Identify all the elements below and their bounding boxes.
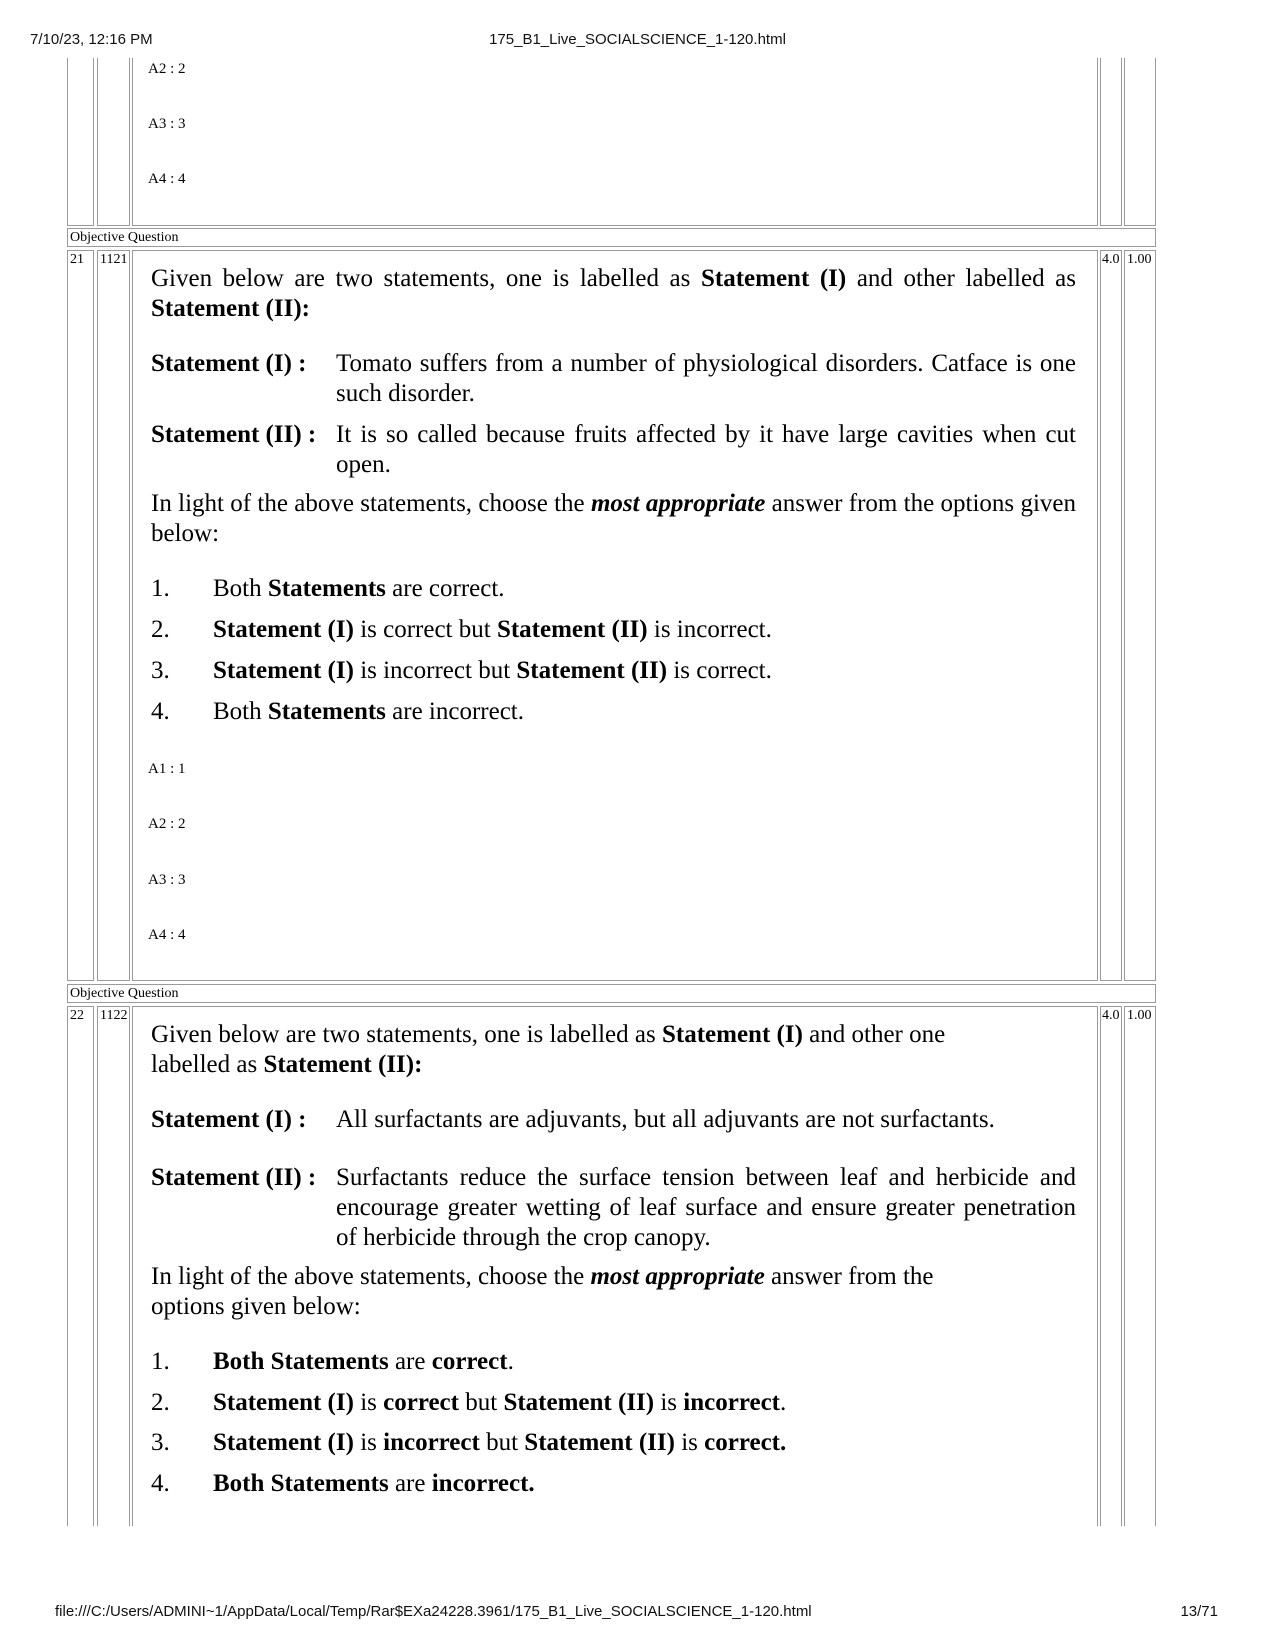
prev-answer-4: A4 : 4	[148, 171, 186, 187]
prev-negative-cell	[1124, 58, 1156, 226]
print-datetime: 7/10/23, 12:16 PM	[30, 31, 153, 48]
q21-answer-1: A1 : 1	[148, 761, 186, 777]
q21-type-label: Objective Question	[70, 230, 179, 245]
q22-question-id: 1122	[100, 1008, 128, 1023]
q21-answer-3: A3 : 3	[148, 872, 186, 888]
q22-marks: 4.0	[1102, 1008, 1120, 1023]
print-document-title: 175_B1_Live_SOCIALSCIENCE_1-120.html	[489, 31, 786, 48]
q22-sr-no: 22	[70, 1008, 84, 1023]
q21-intro: Given below are two statements, one is labelled as Statement (I) and other labelled as Statement (II):	[151, 265, 1076, 322]
print-header	[0, 31, 1275, 51]
q22-statement-2-text: Surfactants reduce the surface tension between leaf and herbicide and encourage greater wetting of leaf surface and ensure greater penetration of herbicide through the crop canopy.	[336, 1164, 1076, 1251]
q21-negative-marks: 1.00	[1127, 252, 1152, 267]
q21-question-id: 1121	[100, 252, 128, 267]
q21-instruction: In light of the above statements, choose the most appropriate answer from the options given below:	[151, 490, 1076, 547]
q21-type-row	[67, 228, 1156, 247]
q21-negative-cell	[1124, 250, 1156, 981]
q21-marks: 4.0	[1102, 252, 1120, 267]
q22-type-label: Objective Question	[70, 986, 179, 1001]
q21-statement-2-label: Statement (II) :	[151, 421, 317, 448]
print-file-url: file:///C:/Users/ADMINI~1/AppData/Local/Temp/Rar$EXa24228.3961/175_B1_Live_SOCIALSCIENCE_1-120.html	[55, 1603, 812, 1620]
prev-sr-cell	[67, 58, 94, 226]
q21-id-cell	[97, 250, 130, 981]
q21-answer-2: A2 : 2	[148, 816, 186, 832]
prev-answer-3: A3 : 3	[148, 116, 186, 132]
q22-id-cell	[97, 1006, 130, 1526]
q22-sr-cell	[67, 1006, 94, 1526]
q22-marks-cell	[1100, 1006, 1122, 1526]
q22-intro: Given below are two statements, one is labelled as Statement (I) and other one labelled as Statement (II):	[151, 1021, 946, 1078]
q22-type-row	[67, 984, 1156, 1003]
q22-instruction: In light of the above statements, choose the most appropriate answer from the options given below:	[151, 1263, 934, 1320]
q22-statement-1-label: Statement (I) :	[151, 1106, 307, 1133]
q22-negative-cell	[1124, 1006, 1156, 1526]
q21-statement-1-text: Tomato suffers from a number of physiological disorders. Catface is one such disorder.	[336, 350, 1076, 407]
print-page-number: 13/71	[1180, 1603, 1218, 1620]
q21-marks-cell	[1100, 250, 1122, 981]
q21-sr-cell	[67, 250, 94, 981]
prev-content-cell	[132, 58, 1098, 226]
q21-statement-1-label: Statement (I) :	[151, 350, 307, 377]
q22-statement-2-label: Statement (II) :	[151, 1164, 317, 1191]
prev-answer-2: A2 : 2	[148, 61, 186, 77]
q22-negative-marks: 1.00	[1127, 1008, 1152, 1023]
print-footer	[0, 1603, 1275, 1623]
q21-statement-2-text: It is so called because fruits affected by it have large cavities when cut open.	[336, 421, 1076, 478]
q22-statement-1-text: All surfactants are adjuvants, but all adjuvants are not surfactants.	[336, 1106, 995, 1133]
q21-answer-4: A4 : 4	[148, 927, 186, 943]
prev-marks-cell	[1100, 58, 1122, 226]
prev-id-cell	[97, 58, 130, 226]
q21-sr-no: 21	[70, 252, 84, 267]
